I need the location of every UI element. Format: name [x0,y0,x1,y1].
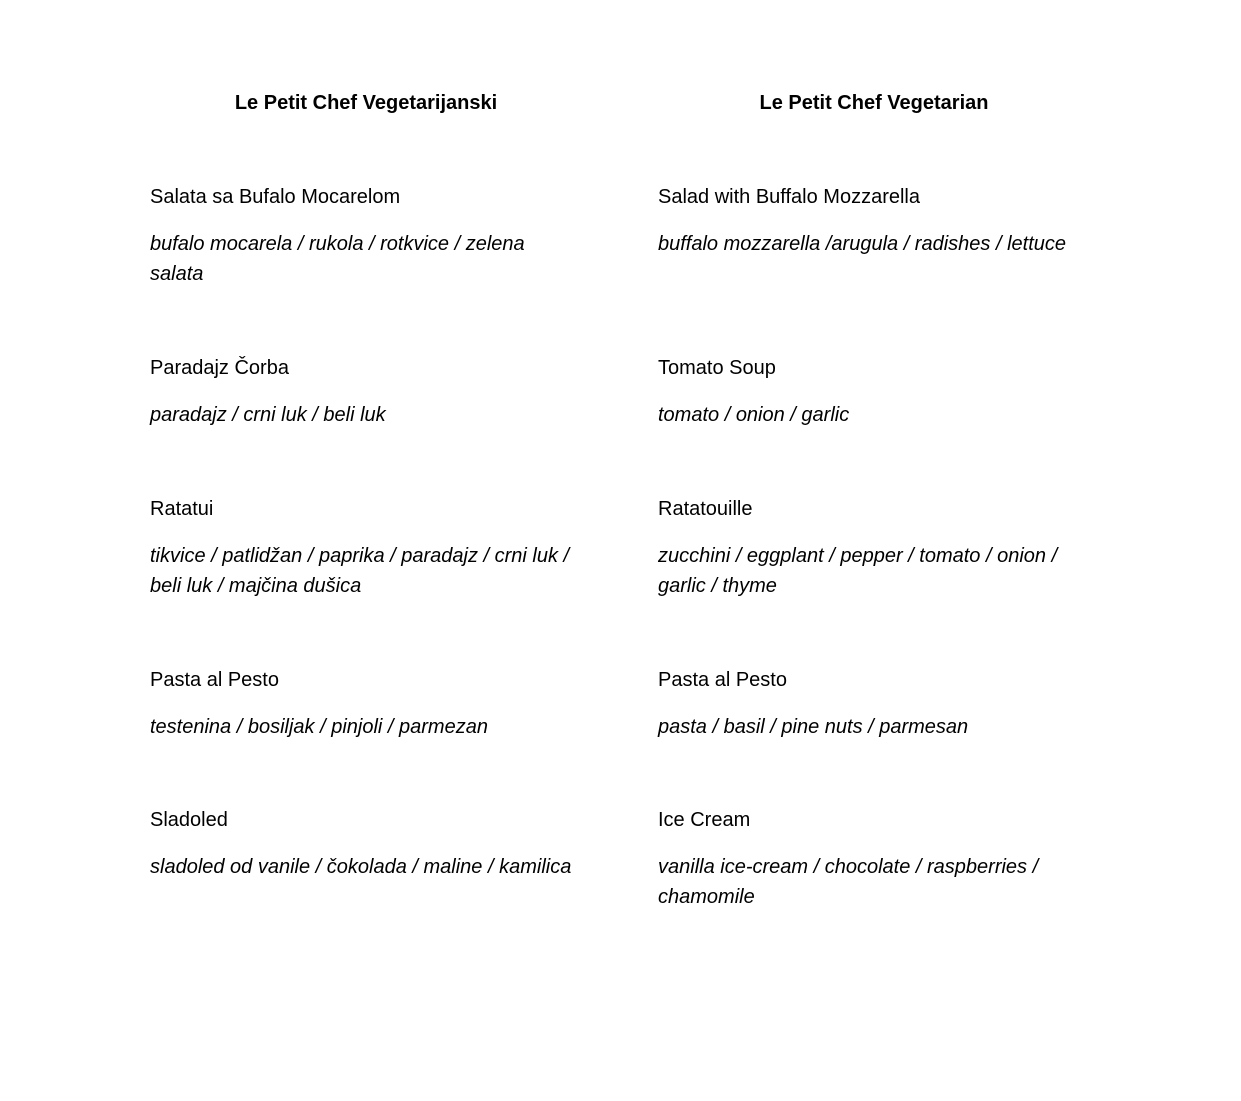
menu-item [150,494,580,601]
menu-item [658,494,1088,601]
dish-ingredients: sladoled od vanile / čokolada / maline / kamilica [150,856,572,878]
dish-name: Pasta al Pesto [658,669,787,691]
dish-name: Salad with Buffalo Mozzarella [658,186,920,208]
dish-ingredients: pasta / basil / pine nuts / parmesan [658,716,969,738]
dish-ingredients: bufalo mocarela / rukola / rotkvice / zelena salata [150,233,525,285]
menu-item [658,353,1088,430]
dish-name: Sladoled [150,809,228,831]
menu-item [150,805,580,882]
dish-ingredients: zucchini / eggplant / pepper / tomato / onion / garlic / thyme [658,545,1058,597]
dish-ingredients: paradajz / crni luk / beli luk [150,404,386,426]
dish-ingredients: testenina / bosiljak / pinjoli / parmezan [150,716,488,738]
dish-name: Ratatouille [658,498,753,520]
menu-item [658,805,1088,912]
column-title: Le Petit Chef Vegetarijanski [234,92,498,114]
dish-ingredients: buffalo mozzarella /arugula / radishes / lettuce [658,233,1066,255]
dish-ingredients: tomato / onion / garlic [658,404,850,426]
dish-name: Tomato Soup [658,357,776,379]
dish-name: Pasta al Pesto [150,669,279,691]
menu-item [658,665,1088,742]
menu-item [658,182,1088,259]
column-title: Le Petit Chef Vegetarian [759,92,989,114]
dish-ingredients: vanilla ice-cream / chocolate / raspberries / chamomile [658,856,1039,908]
menu-item [150,182,580,289]
dish-name: Paradajz Čorba [150,357,289,379]
dish-name: Ice Cream [658,809,751,831]
dish-name: Salata sa Bufalo Mocarelom [150,186,401,208]
menu-item [150,353,580,430]
dish-ingredients: tikvice / patlidžan / paprika / paradajz / crni luk / beli luk / majčina dušica [150,545,570,597]
menu-item [150,665,580,742]
dish-name: Ratatui [150,498,214,520]
